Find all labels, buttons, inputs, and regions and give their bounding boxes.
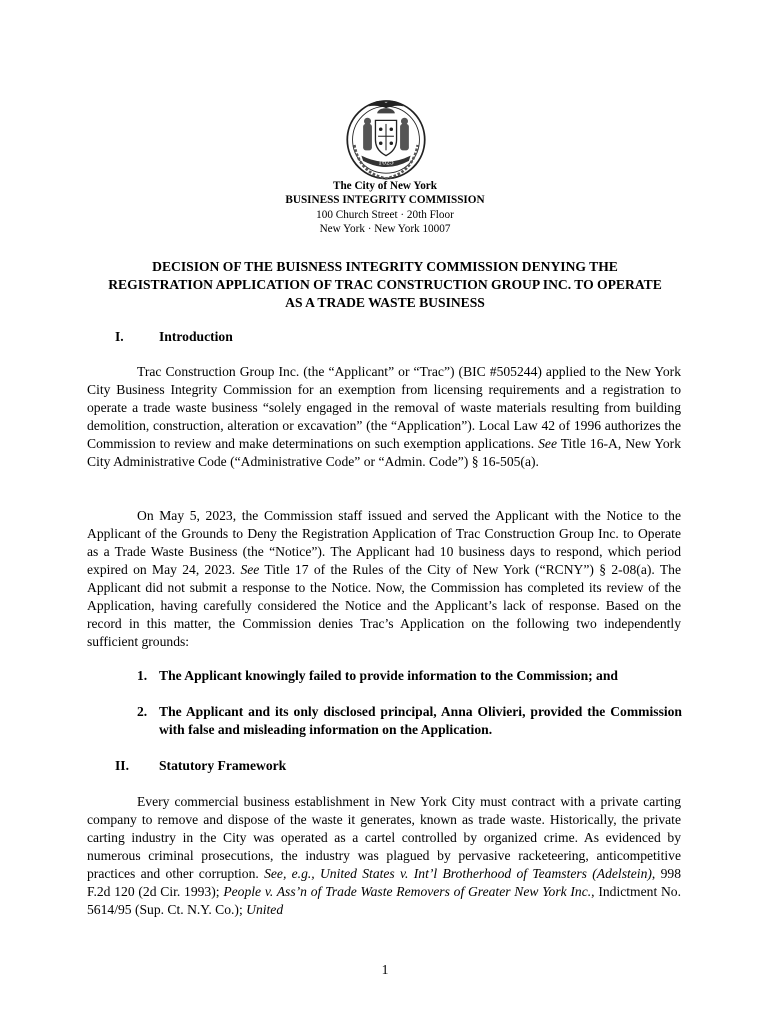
paragraph-text: , 998 F.2d 120 (2d Cir. 1993); bbox=[87, 866, 682, 899]
case-citation: United bbox=[246, 902, 284, 917]
paragraph-text: Title 17 of the Rules of the City of New York (“RCNY”) § 2-08(a). The Applicant did not submit a response to the Notice. Now, the Commission has completed its review of the Application, having carefully considered the Notice and the Applicant’s lack of response. Based on the record in this matter, the Commission denies Trac’s Application on the following two independently sufficient grounds: bbox=[87, 562, 681, 649]
letterhead-address-line1: 100 Church Street · 20th Floor bbox=[316, 208, 454, 221]
case-citation: People v. Ass’n of Trade Waste Removers of Greater New York Inc. bbox=[223, 884, 592, 899]
case-citation: See, e.g., United States v. Int’l Brotherhood of Teamsters (Adelstein) bbox=[264, 866, 652, 881]
list-item bbox=[137, 667, 682, 685]
list-item bbox=[137, 703, 682, 739]
section-title: Statutory Framework bbox=[159, 758, 287, 773]
list-item-text: The Applicant knowingly failed to provide information to the Commission; and bbox=[159, 668, 618, 683]
citation-signal: See bbox=[240, 562, 260, 577]
list-item-text: The Applicant and its only disclosed principal, Anna Olivieri, provided the Commission with false and misleading information on the Application. bbox=[159, 704, 682, 737]
citation-signal: See bbox=[538, 436, 557, 451]
intro-paragraph-1 bbox=[87, 363, 681, 471]
letterhead bbox=[0, 179, 770, 237]
letterhead-city: The City of New York bbox=[333, 180, 437, 192]
paragraph-text: Every commercial business establishment in New York City must contract with a private carting company to remove and dispose of the waste it generates, known as trade waste. Historically, the private carting industry in the City was operated as a cartel controlled by organized crime. As evidenced by numerous criminal prosecutions, the industry was plagued by pervasive racketeering, anticompetitive practices and other corruption. bbox=[87, 794, 681, 881]
statutory-paragraph bbox=[87, 793, 681, 919]
page-number: 1 bbox=[381, 962, 389, 977]
decision-title: DECISION OF THE BUISNESS INTEGRITY COMMISSION DENYING THE REGISTRATION APPLICATION OF TRAC CONSTRUCTION GROUP INC. TO OPERATE AS A TRADE WASTE BUSINESS bbox=[108, 259, 662, 310]
list-item-number: 2. bbox=[137, 704, 148, 719]
paragraph-text: Title 16-A, New York City Administrative Code (“Administrative Code” or “Admin. Code”) § 16-505(a). bbox=[87, 436, 681, 469]
seal-year: 1625 bbox=[378, 159, 394, 167]
nyc-seal-icon bbox=[342, 94, 430, 182]
paragraph-text: Trac Construction Group Inc. (the “Applicant” or “Trac”) (BIC #505244) applied to the New York City Business Integrity Commission for an exemption from licensing requirements and a registration to operate a trade waste business “solely engaged in the removal of waste materials resulting from building demolition, construction, alteration or excavation” (the “Application”). Local Law 42 of 1996 authorizes the Commission to review and make determinations on such exemption applications. bbox=[87, 364, 681, 451]
paragraph-text: , Indictment No. 5614/95 (Sup. Ct. N.Y. Co.); bbox=[87, 884, 681, 917]
section-number: II. bbox=[115, 758, 129, 773]
list-item-number: 1. bbox=[137, 668, 148, 683]
paragraph-text: On May 5, 2023, the Commission staff issued and served the Applicant with the Notice to the Applicant of the Grounds to Deny the Registration Application of Trac Construction Group Inc. to Operate as a Trade Waste Business (the “Notice”). The Applicant had 10 business days to respond, which period expired on May 24, 2023. bbox=[87, 508, 681, 577]
letterhead-address-line2: New York · New York 10007 bbox=[319, 223, 451, 236]
intro-paragraph-2 bbox=[87, 507, 681, 651]
section-number: I. bbox=[115, 329, 124, 344]
letterhead-agency: BUSINESS INTEGRITY COMMISSION bbox=[285, 194, 485, 207]
section-title: Introduction bbox=[159, 329, 233, 344]
